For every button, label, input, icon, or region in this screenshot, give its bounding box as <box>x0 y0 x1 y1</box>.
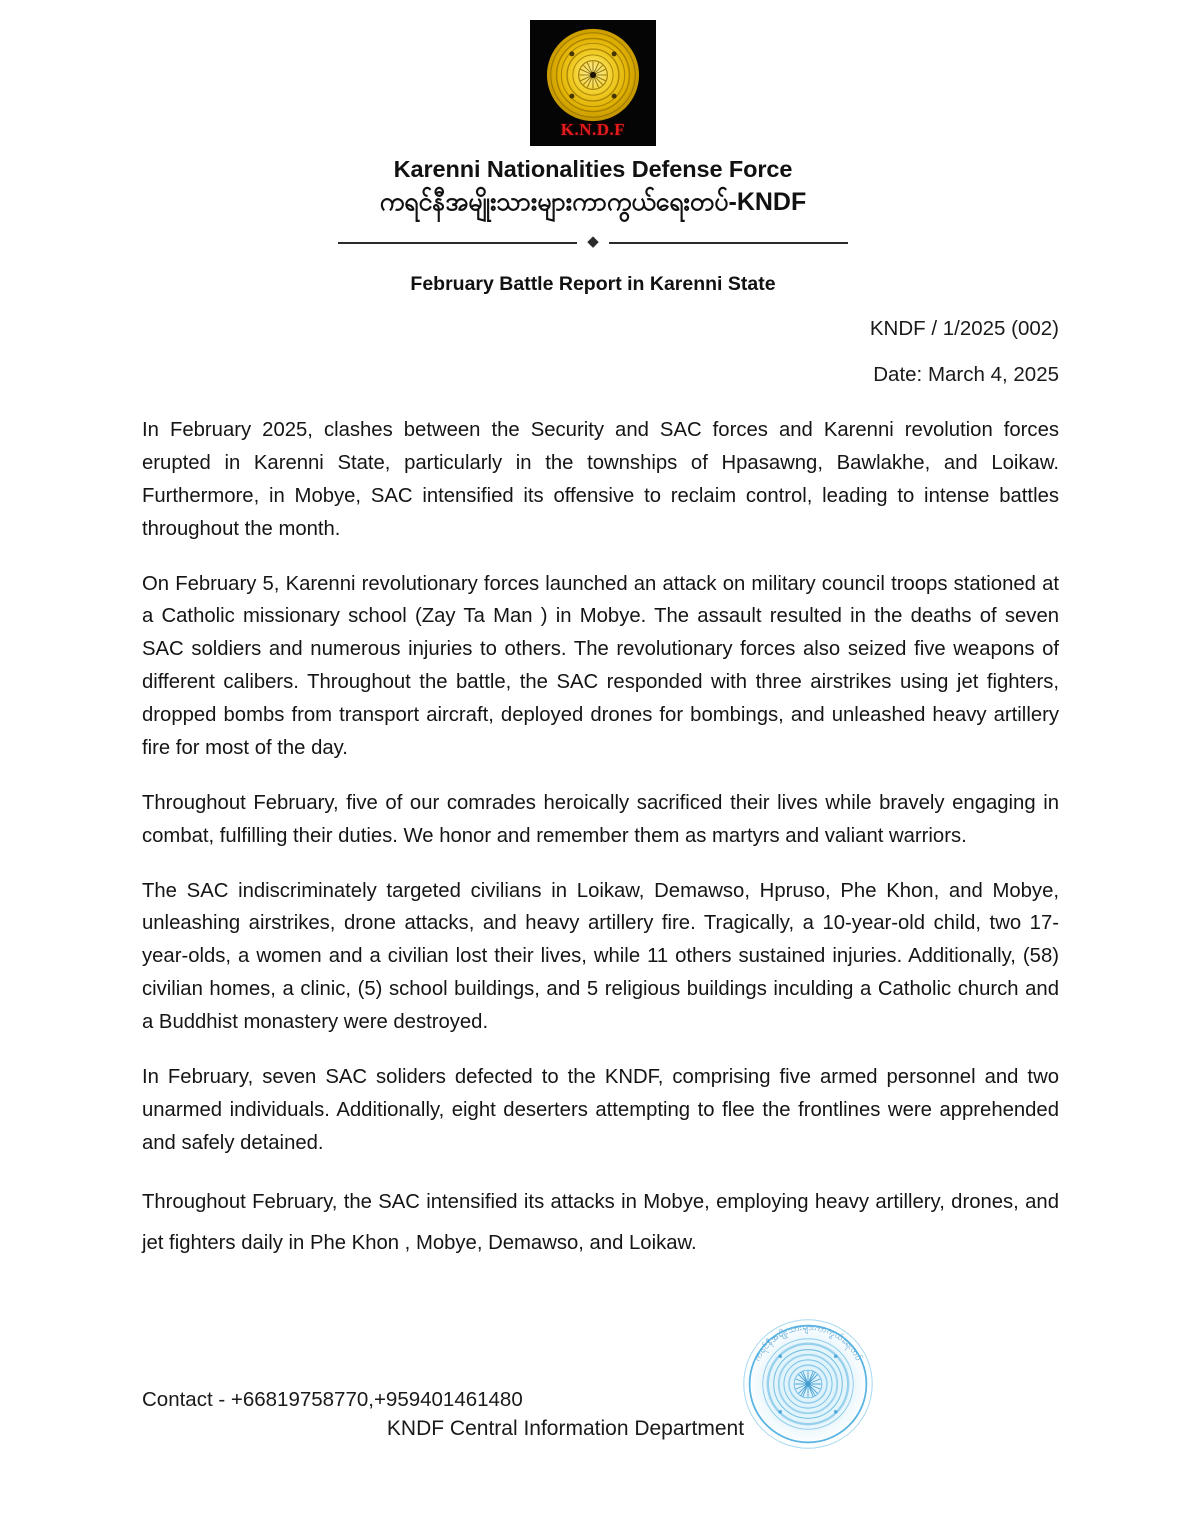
signing-department: KNDF Central Information Department <box>386 1416 745 1440</box>
paragraph-1: In February 2025, clashes between the Security and SAC forces and Karenni revolution forces erupted in Karenni State, particularly in the townships of Hpasawng, Bawlakhe, and Loikaw. Furthermore, in Mobye, SAC intensified its offensive to reclaim control, leading to intense battles throughout the month. <box>142 419 1059 540</box>
reference-number: KNDF / 1/2025 (002) <box>869 317 1059 340</box>
header-divider <box>338 235 848 250</box>
svg-text:ကရင်နီအမျိုးသားများကာကွယ်ရေးတပ: ကရင်နီအမျိုးသားများကာကွယ်ရေးတပ် <box>751 1321 865 1363</box>
letterhead <box>0 0 1186 296</box>
paragraph-5: In February, seven SAC soliders defected to the KNDF, comprising five armed personnel and two unarmed individuals. Additionally, eight deserters attempting to flee the frontlines were apprehended and safely detained. <box>142 1065 1059 1154</box>
kndf-emblem-icon <box>545 27 641 123</box>
divider-rule-left <box>338 242 577 244</box>
organization-name-burmese: ကရင်နီအမျိုးသားများကာကွယ်ရေးတပ်-KNDF <box>379 188 807 216</box>
diamond-ornament-icon: ◆ <box>587 233 599 250</box>
paragraph-3: Throughout February, five of our comrades heroically sacrificed their lives while bravely engaging in combat, fulfilling their duties. We honor and remember them as martyrs and valiant warriors. <box>142 791 1059 847</box>
paragraph-6: Throughout February, the SAC intensified its attacks in Mobye, employing heavy artillery, drones, and jet fighters daily in Phe Khon , Mobye, Demawso, and Loikaw. <box>142 1190 1059 1255</box>
report-date: Date: March 4, 2025 <box>873 363 1059 386</box>
paragraph-2: On February 5, Karenni revolutionary forces launched an attack on military council troops stationed at a Catholic missionary school (Zay Ta Man ) in Mobye. The assault resulted in the deaths of seven SAC soldiers and numerous injuries to others. The revolutionary forces also seized five weapons of different calibers. Throughout the battle, the SAC responded with three airstrikes using jet fighters, dropped bombs from transport aircraft, deployed drones for bombings, and unleashed heavy artillery fire for most of the day. <box>142 572 1059 759</box>
report-meta <box>0 317 1186 387</box>
contact-line: Contact - +66819758770,+959401461480 <box>142 1388 523 1411</box>
logo-caption: K.N.D.F <box>560 120 626 139</box>
divider-rule-right <box>609 242 848 244</box>
report-title: February Battle Report in Karenni State <box>410 273 776 295</box>
report-body <box>0 414 1186 1265</box>
paragraph-4: The SAC indiscriminately targeted civilians in Loikaw, Demawso, Hpruso, Phe Khon, and Mobye, unleashing airstrikes, drone attacks, and heavy artillery fire. Tragically, a 10-year-old child, two 17-year-olds, a women and a civilian lost their lives, while 11 others sustained injuries. Additionally, (58) civilian homes, a clinic, (5) school buildings, and 5 religious buildings inculding a Catholic church and a Buddhist monastery were destroyed. <box>142 879 1059 1033</box>
organization-name-english: Karenni Nationalities Defense Force <box>393 156 793 182</box>
kndf-logo <box>530 20 656 146</box>
